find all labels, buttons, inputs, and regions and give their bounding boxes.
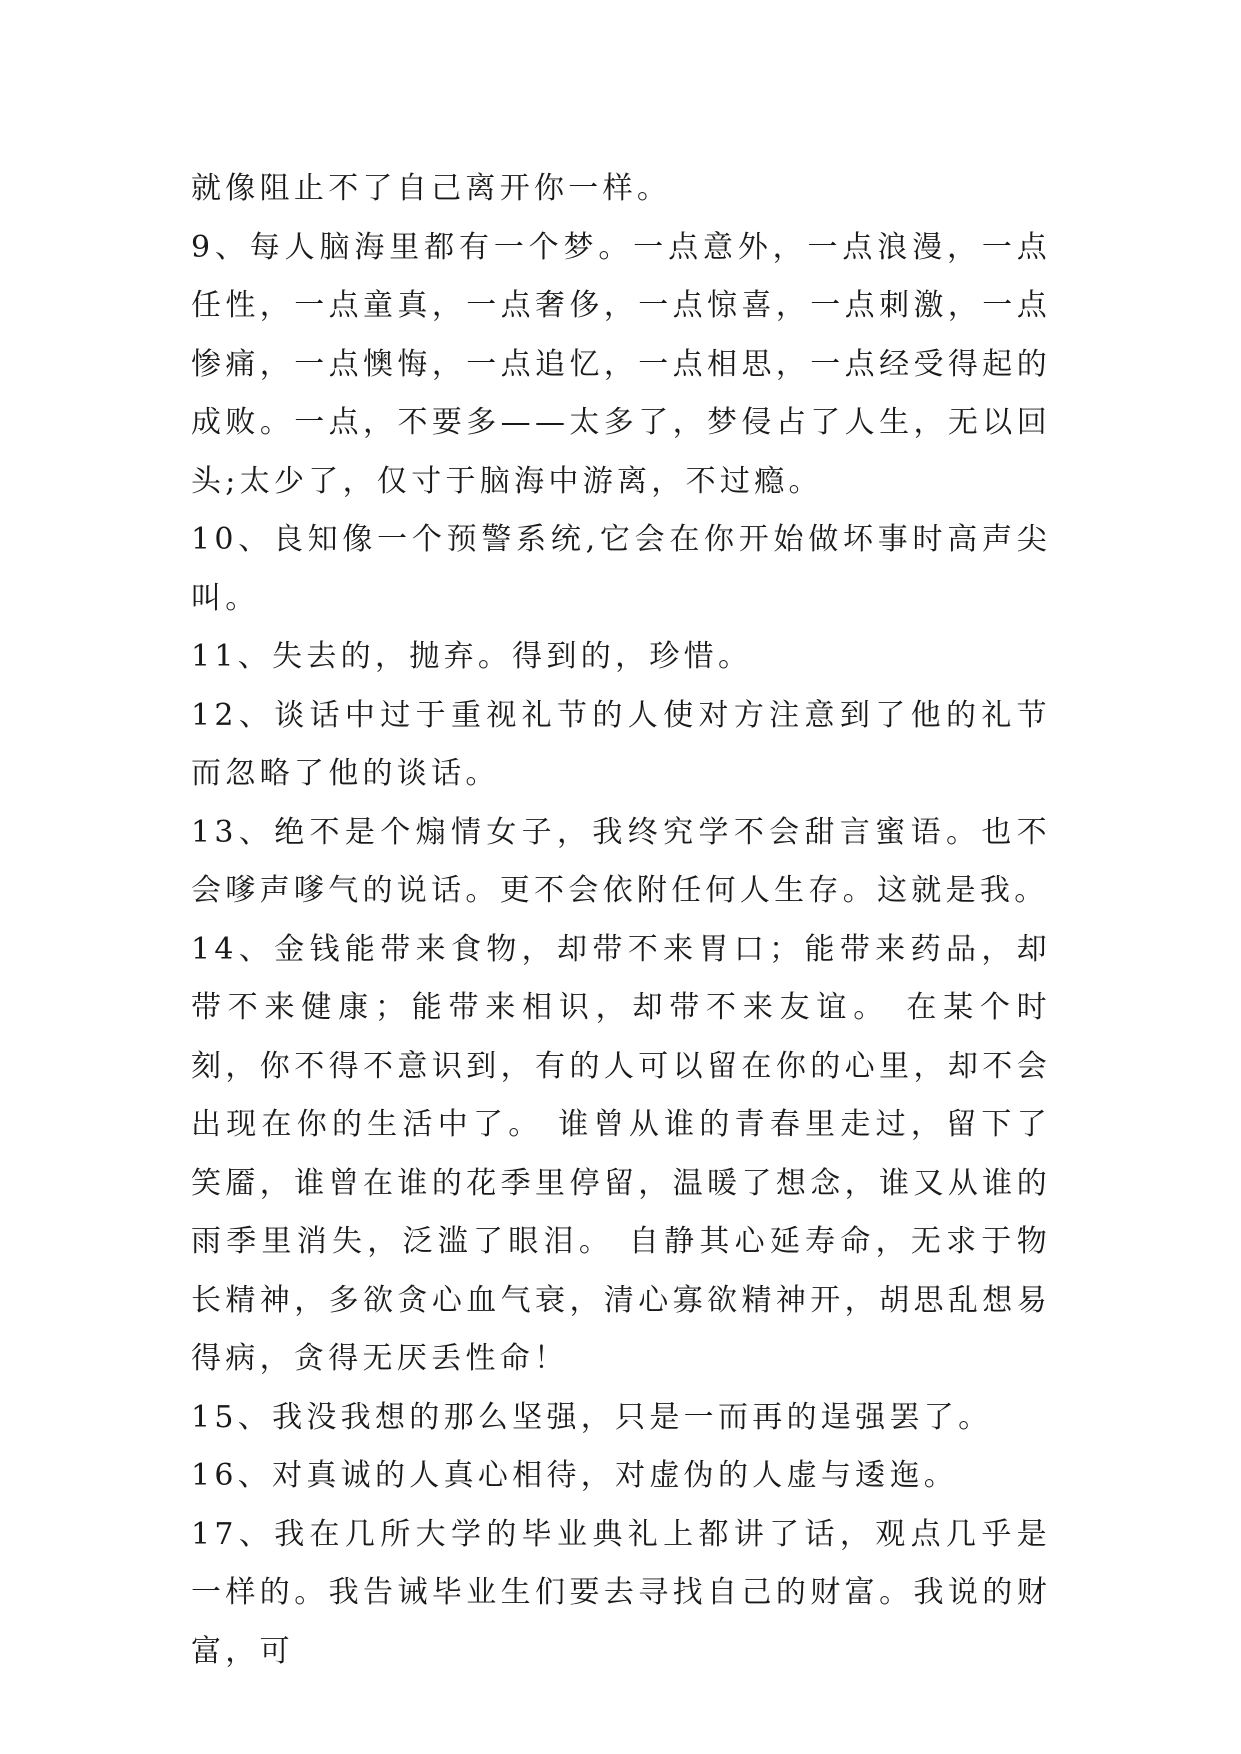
paragraph-11: 11、失去的，抛弃。得到的，珍惜。 xyxy=(191,639,753,674)
document-page xyxy=(191,160,1051,1681)
paragraph-10: 10、良知像一个预警系统,它会在你开始做坏事时高声尖叫。 xyxy=(191,522,1051,616)
paragraph-17: 17、我在几所大学的毕业典礼上都讲了话，观点几乎是一样的。我告诫毕业生们要去寻找自己的财富。我说的财富，可 xyxy=(191,1516,1051,1669)
paragraph-16: 16、对真诚的人真心相待，对虚伪的人虚与逶迤。 xyxy=(191,1458,959,1493)
paragraph-14: 14、金钱能带来食物，却带不来胃口；能带来药品，却带不来健康；能带来相识，却带不来友谊。 在某个时刻，你不得不意识到，有的人可以留在你的心里，却不会出现在你的生活中了。 谁曾从谁的青春里走过，留下了笑靥，谁曾在谁的花季里停留，温暖了想念，谁又从谁的雨季里消失，泛滥了眼泪。 自静其心延寿命，无求于物长精神，多欲贪心血气衰，清心寡欲精神开，胡思乱想易得病，贪得无厌丢性命！ xyxy=(191,931,1051,1376)
paragraph-13: 13、绝不是个煽情女子，我终究学不会甜言蜜语。也不会嗲声嗲气的说话。更不会依附任何人生存。这就是我。 xyxy=(191,814,1051,908)
paragraph-continuation: 就像阻止不了自己离开你一样。 xyxy=(191,171,672,206)
paragraph-12: 12、谈话中过于重视礼节的人使对方注意到了他的礼节而忽略了他的谈话。 xyxy=(191,697,1051,791)
paragraph-15: 15、我没我想的那么坚强，只是一而再的逞强罢了。 xyxy=(191,1399,993,1435)
paragraph-9: 9、每人脑海里都有一个梦。一点意外，一点浪漫，一点任性，一点童真，一点奢侈，一点惊喜，一点刺激，一点惨痛，一点懊悔，一点追忆，一点相思，一点经受得起的成败。一点，不要多——太多了，梦侵占了人生，无以回头;太少了，仅寸于脑海中游离，不过瘾。 xyxy=(191,229,1051,499)
